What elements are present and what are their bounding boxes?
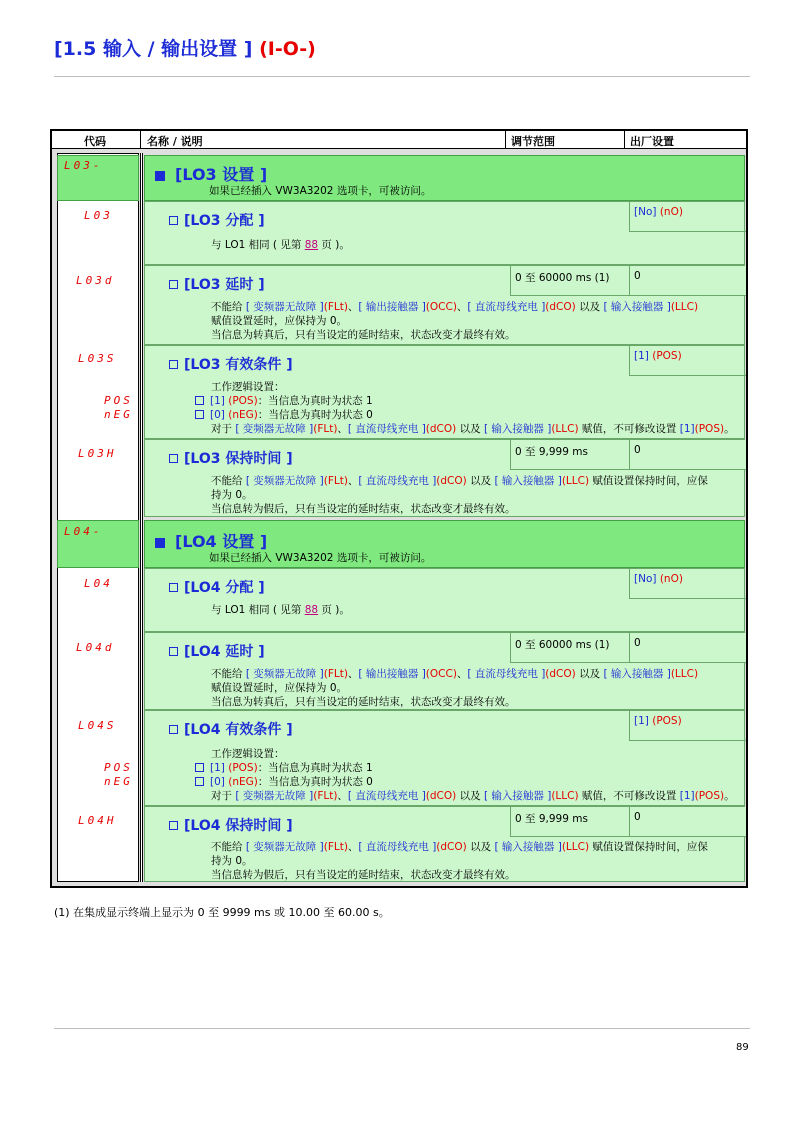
param-row-l03d[interactable] <box>144 265 745 345</box>
checkbox-bullet-icon <box>169 360 178 369</box>
column-separator <box>140 153 143 882</box>
param-name: [LO4 分配 ] <box>169 577 265 597</box>
param-code: L03S <box>78 352 117 365</box>
param-row-l04s[interactable] <box>144 710 745 806</box>
section-code: L03- <box>64 159 103 172</box>
checkbox-bullet-icon <box>169 216 178 225</box>
square-bullet-icon <box>155 171 165 181</box>
param-row-l03h[interactable] <box>144 439 745 517</box>
square-bullet-icon <box>155 538 165 548</box>
section-note: 如果已经插入 VW3A3202 选项卡，可被访问。 <box>209 185 432 197</box>
param-code: L03d <box>76 274 115 287</box>
factory-value: [1] (POS) <box>634 715 682 727</box>
range-value: 0 至 60000 ms (1) <box>515 639 610 651</box>
page-number: 89 <box>736 1042 749 1053</box>
section-title: [LO3 设置 ] <box>155 162 267 185</box>
param-row-l03s[interactable] <box>144 345 745 439</box>
factory-cell <box>629 807 746 837</box>
range-value: 0 至 60000 ms (1) <box>515 272 610 284</box>
factory-value: 0 <box>634 637 641 649</box>
header-divider <box>624 131 625 148</box>
factory-cell <box>629 711 746 741</box>
page-link[interactable]: 88 <box>304 239 319 251</box>
col-header-code: 代码 <box>84 135 106 148</box>
bottom-divider <box>54 1028 750 1029</box>
checkbox-bullet-icon <box>169 583 178 592</box>
section-header[interactable] <box>144 520 745 568</box>
param-name: [LO3 延时 ] <box>169 274 265 294</box>
section-code-cell <box>57 520 139 568</box>
param-name: [LO3 保持时间 ] <box>169 448 293 468</box>
param-desc: 不能给 [ 变频器无故障 ](FLt)、[ 输出接触器 ](OCC)、[ 直流母线充电 ](dCO) 以及 [ 输入接触器 ](LLC) 赋值设置延时，应保持为 0。 当信息为转真后，只有当设定的延时结束，状态改变才最终有效。 <box>211 668 699 708</box>
factory-value: [No] (nO) <box>634 573 683 585</box>
factory-cell <box>629 440 746 470</box>
param-code: L04 <box>84 577 113 590</box>
checkbox-icon[interactable] <box>195 763 204 772</box>
section-code-cell <box>57 155 139 201</box>
footnote: (1) 在集成显示终端上显示为 0 至 9999 ms 或 10.00 至 60.00 s。 <box>54 906 390 919</box>
param-code: L04H <box>78 814 117 827</box>
col-header-factory: 出厂设置 <box>630 135 674 148</box>
param-row-l04[interactable] <box>144 568 745 632</box>
param-code: L03H <box>78 447 117 460</box>
page-title-main: [1.5 输入 / 输出设置 ] <box>54 38 253 60</box>
factory-cell <box>629 569 746 599</box>
section-header[interactable] <box>144 155 745 201</box>
param-name: [LO4 延时 ] <box>169 641 265 661</box>
param-desc: 与 LO1 相同 ( 见第 88 页 )。 <box>211 604 350 616</box>
parameter-table <box>50 129 748 888</box>
table-body <box>52 149 746 886</box>
param-row-l04h[interactable] <box>144 806 745 882</box>
option-code-pos: POS <box>104 761 133 774</box>
option-code-pos: POS <box>104 394 133 407</box>
factory-value: 0 <box>634 444 641 456</box>
checkbox-bullet-icon <box>169 454 178 463</box>
param-restriction: 对于 [ 变频器无故障 ](FLt)、[ 直流母线充电 ](dCO) 以及 [ 输入接触器 ](LLC) 赋值，不可修改设置 [1](POS)。 <box>211 790 735 802</box>
param-name: [LO4 有效条件 ] <box>169 719 293 739</box>
param-options: [1] (POS)：当信息为真时为状态 1 [0] (nEG)：当信息为真时为状态 0 <box>195 761 373 789</box>
param-desc: 与 LO1 相同 ( 见第 88 页 )。 <box>211 239 350 251</box>
page-title <box>54 34 316 61</box>
param-name: [LO4 保持时间 ] <box>169 815 293 835</box>
param-desc: 不能给 [ 变频器无故障 ](FLt)、[ 直流母线充电 ](dCO) 以及 [ 输入接触器 ](LLC) 赋值设置保持时间，应保 持为 0。 当信息转为假后，只有当设定的延时结束，状态改变才最终有效。 <box>211 841 708 881</box>
param-desc: 工作逻辑设置： <box>211 748 285 760</box>
param-row-l04d[interactable] <box>144 632 745 710</box>
param-name: [LO3 分配 ] <box>169 210 265 230</box>
param-name: [LO3 有效条件 ] <box>169 354 293 374</box>
section-title: [LO4 设置 ] <box>155 529 267 552</box>
param-code: L03 <box>84 209 113 222</box>
checkbox-icon[interactable] <box>195 777 204 786</box>
section-note: 如果已经插入 VW3A3202 选项卡，可被访问。 <box>209 552 432 564</box>
header-divider <box>140 131 141 148</box>
page-link[interactable]: 88 <box>304 604 319 616</box>
option-code-neg: nEG <box>104 408 133 421</box>
range-value: 0 至 9,999 ms <box>515 813 588 825</box>
param-desc: 不能给 [ 变频器无故障 ](FLt)、[ 输出接触器 ](OCC)、[ 直流母线充电 ](dCO) 以及 [ 输入接触器 ](LLC) 赋值设置延时，应保持为 0。 当信息为转真后，只有当设定的延时结束，状态改变才最终有效。 <box>211 301 699 341</box>
page-title-code: (I-O-) <box>259 38 316 60</box>
param-code: L04S <box>78 719 117 732</box>
param-desc: 不能给 [ 变频器无故障 ](FLt)、[ 直流母线充电 ](dCO) 以及 [ 输入接触器 ](LLC) 赋值设置保持时间，应保 持为 0。 当信息转为假后，只有当设定的延时结束，状态改变才最终有效。 <box>211 475 708 515</box>
factory-value: [No] (nO) <box>634 206 683 218</box>
checkbox-bullet-icon <box>169 280 178 289</box>
col-header-name: 名称 / 说明 <box>147 135 203 148</box>
factory-cell <box>629 346 746 376</box>
param-restriction: 对于 [ 变频器无故障 ](FLt)、[ 直流母线充电 ](dCO) 以及 [ 输入接触器 ](LLC) 赋值，不可修改设置 [1](POS)。 <box>211 423 735 435</box>
param-code: L04d <box>76 641 115 654</box>
range-cell <box>510 266 629 296</box>
factory-cell <box>629 266 746 296</box>
range-value: 0 至 9,999 ms <box>515 446 588 458</box>
param-row-l03[interactable] <box>144 201 745 265</box>
factory-value: 0 <box>634 811 641 823</box>
top-divider <box>54 76 750 77</box>
table-header <box>52 131 746 149</box>
range-cell <box>510 807 629 837</box>
option-code-neg: nEG <box>104 775 133 788</box>
checkbox-bullet-icon <box>169 647 178 656</box>
range-cell <box>510 633 629 663</box>
param-options: [1] (POS)：当信息为真时为状态 1 [0] (nEG)：当信息为真时为状态 0 <box>195 394 373 422</box>
checkbox-bullet-icon <box>169 725 178 734</box>
param-desc: 工作逻辑设置： <box>211 381 285 393</box>
checkbox-icon[interactable] <box>195 410 204 419</box>
section-code: L04- <box>64 525 103 538</box>
checkbox-icon[interactable] <box>195 396 204 405</box>
checkbox-bullet-icon <box>169 821 178 830</box>
factory-value: [1] (POS) <box>634 350 682 362</box>
factory-cell <box>629 633 746 663</box>
range-cell <box>510 440 629 470</box>
factory-value: 0 <box>634 270 641 282</box>
col-header-range: 调节范围 <box>511 135 555 148</box>
factory-cell <box>629 202 746 232</box>
header-divider <box>505 131 506 148</box>
